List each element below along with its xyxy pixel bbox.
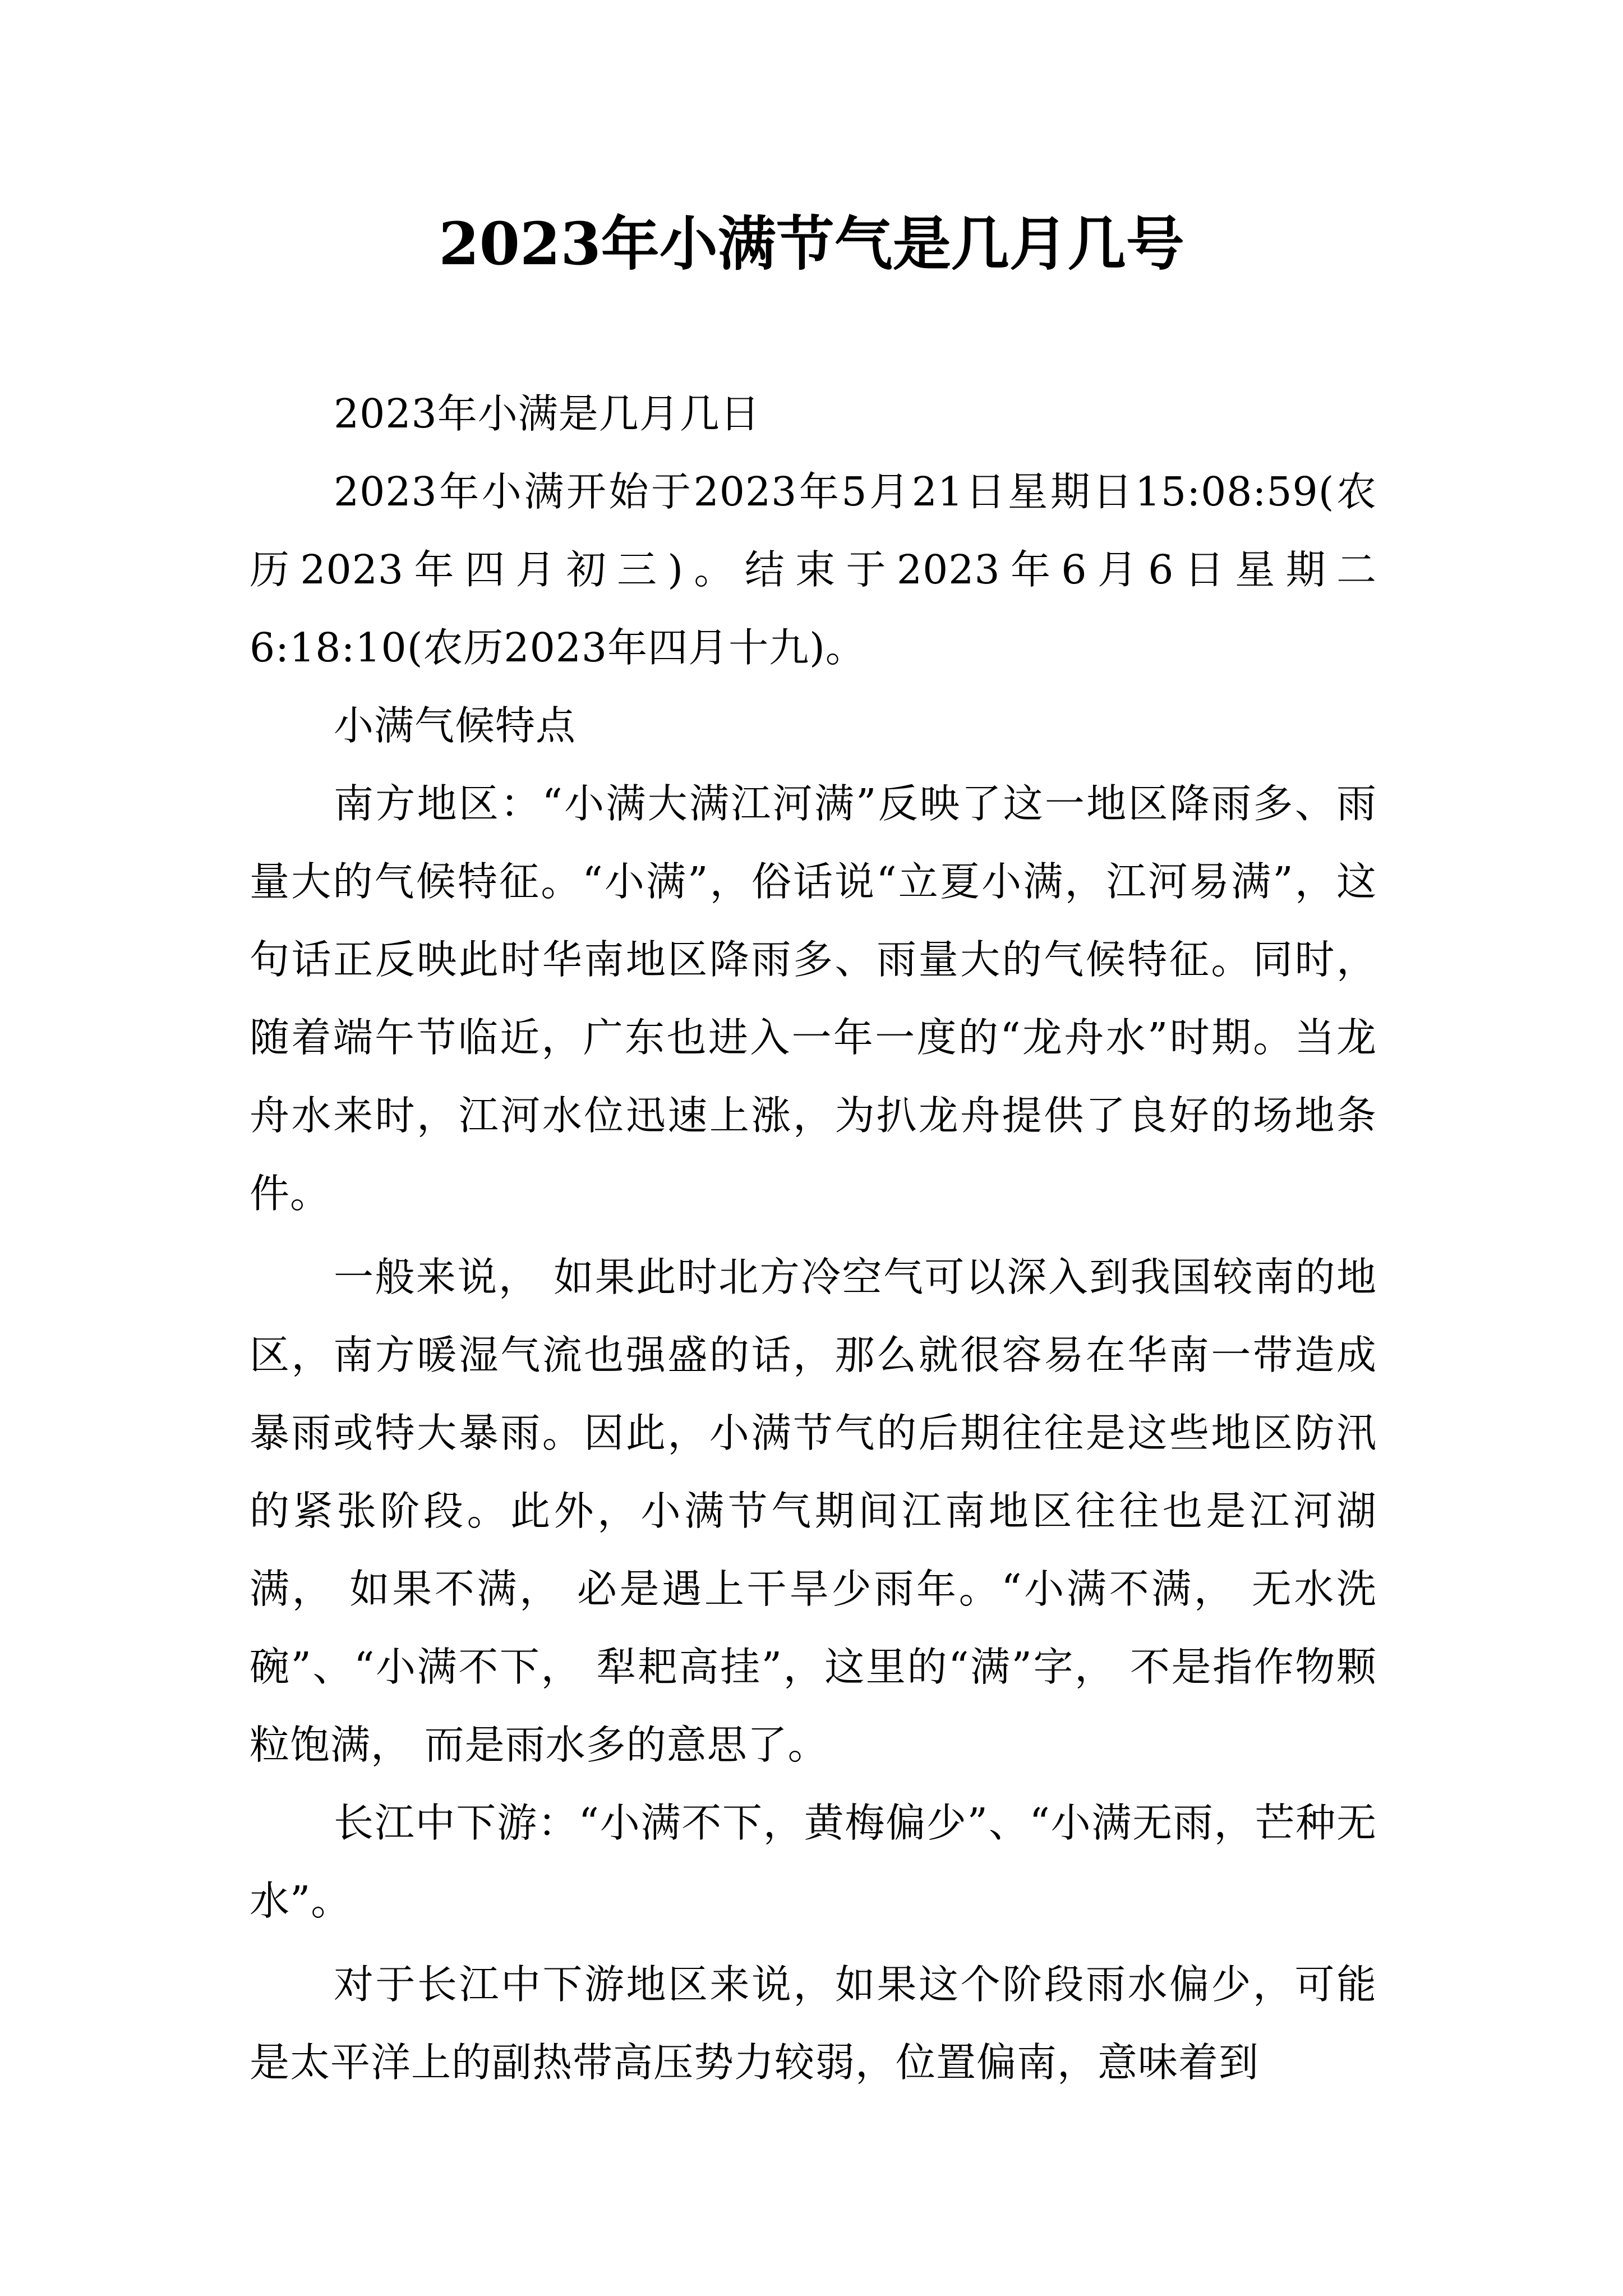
paragraph-south-region: 南方地区：“小满大满江河满”反映了这一地区降雨多、雨量大的气候特征。“小满”，俗话说“立夏小满，江河易满”，这句话正反映此时华南地区降雨多、雨量大的气候特征。同时，随着端午节临近，广东也进入一年一度的“龙舟水”时期。当龙舟水来时，江河水位迅速上涨，为扒龙舟提供了良好的场地条件。 — [250, 780, 1377, 1217]
paragraph-yangtze-saying: 长江中下游：“小满不下，黄梅偏少”、“小满无雨，芒种无水”。 — [250, 1800, 1377, 1924]
paragraph-date-range: 2023年小满开始于2023年5月21日星期日15:08:59(农历2023年四月初三)。结束于2023年6月6日星期二6:18:10(农历2023年四月十九)。 — [250, 468, 1377, 671]
page-title: 2023年小满节气是几月几号 — [439, 209, 1184, 278]
paragraph-general: 一般来说， 如果此时北方冷空气可以深入到我国较南的地区，南方暖湿气流也强盛的话，那么就很容易在华南一带造成暴雨或特大暴雨。因此，小满节气的后期往往是这些地区防汛的紧张阶段。此外，小满节气期间江南地区往往也是江河湖满， 如果不满， 必是遇上干旱少雨年。“小满不满， 无水洗碗”、“小满不下， 犁耙高挂”，这里的“满”字， 不是指作物颗粒饱满， 而是雨水多的意思了。 — [250, 1254, 1377, 1768]
paragraph-yangtze-detail: 对于长江中下游地区来说，如果这个阶段雨水偏少，可能是太平洋上的副热带高压势力较弱，位置偏南，意味着到 — [250, 1961, 1377, 2086]
paragraph-climate-heading: 小满气候特点 — [334, 702, 577, 749]
document-body — [250, 375, 1377, 2101]
paragraph-date-question: 2023年小满是几月几日 — [334, 390, 760, 437]
